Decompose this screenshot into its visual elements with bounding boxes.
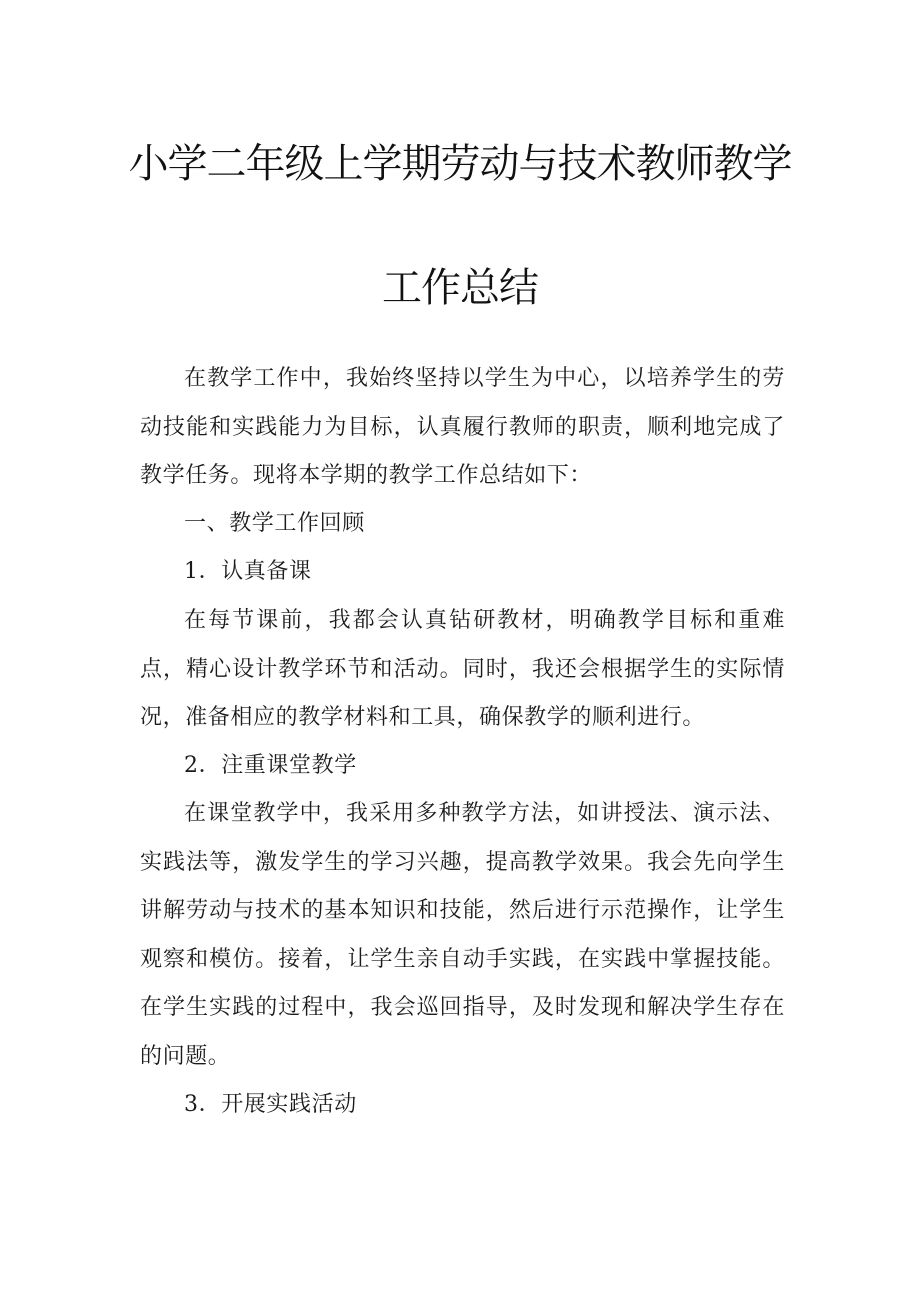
item-2-heading: 2．注重课堂教学 [184,753,357,778]
item-1-heading: 1．认真备课 [184,559,312,584]
intro-paragraph: 在教学工作中，我始终坚持以学生为中心，以培养学生的劳动技能和实践能力为目标，认真履行教师的职责，顺利地完成了教学任务。现将本学期的教学工作总结如下： [140,366,785,488]
intro-block [140,355,785,501]
document-title-line-2: 工作总结 [382,265,538,311]
document-title-line-1: 小学二年级上学期劳动与技术教师教学 [128,141,792,187]
item-1-heading-block [140,548,785,597]
item-2-heading-block [140,742,785,791]
section-1-heading: 一、教学工作回顾 [184,511,365,536]
item-3-heading: 3．开展实践活动 [184,1092,357,1117]
item-3-heading-block [140,1081,785,1130]
section-1-block [140,500,785,549]
item-2-paragraph: 在课堂教学中，我采用多种教学方法，如讲授法、演示法、实践法等，激发学生的学习兴趣，提高教学效果。我会先向学生讲解劳动与技术的基本知识和技能，然后进行示范操作，让学生观察和模仿。接着，让学生亲自动手实践，在实践中掌握技能。在学生实践的过程中，我会巡回指导，及时发现和解决学生存在的问题。 [140,801,785,1069]
item-1-paragraph: 在每节课前，我都会认真钻研教材，明确教学目标和重难点，精心设计教学环节和活动。同时，我还会根据学生的实际情况，准备相应的教学材料和工具，确保教学的顺利进行。 [140,608,785,730]
item-1-body-block [140,597,785,743]
item-2-body-block [140,790,785,1081]
